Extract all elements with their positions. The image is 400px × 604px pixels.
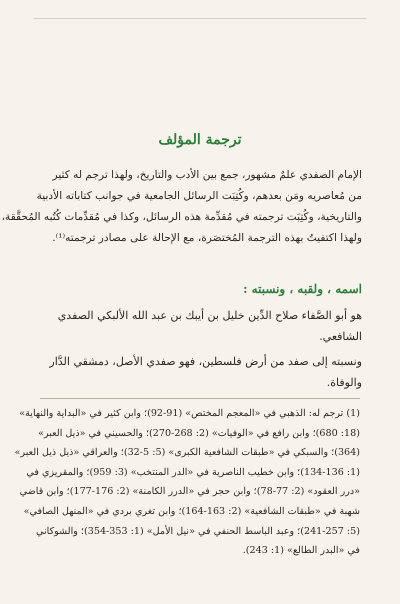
intro-line: ولهذا اكتفيتُ بهذه الترجمة المُختصَرة، مع الإحالة على مصادر ترجمته⁽¹⁾. — [52, 232, 362, 244]
footnote-line: (364)؛ والسبكي في «طبقات الشافعية الكبرى» (5: 5-32)؛ والعراقي «ذيل ذيل العبر» — [14, 447, 360, 459]
header-rule — [34, 18, 366, 19]
footnote-line: «درر العقود» (2: 77-78)؛ وابن حجر في «الدرر الكامنة» (2: 176-177)؛ وابن قاضي — [19, 486, 360, 498]
footnote-line: (1: 134-136)؛ وابن خطيب الناصرية في «الدر المنتخب» (3: 959)؛ والمقريزي في — [26, 466, 360, 478]
section-heading: اسمه ، ولقبه ، ونسبته : — [243, 282, 362, 296]
footnote-line: (18: 680)؛ وابن رافع في «الوفيات» (2: 268-270)؛ والحسيني في «ذيل العبر» — [38, 427, 360, 439]
footnote-rule — [40, 398, 360, 399]
origin-line: والوفاة. — [326, 376, 362, 389]
origin-line: ونسبته إلى صفد من أرض فلسطين، فهو صفدي الأصل، دمشقي الدَّار — [49, 355, 362, 368]
intro-line: من مُعاصريه ومَن بعدهم، وكُتِبَت الرسائل الجامعية في جوانب كتاباته الأدبية — [36, 190, 362, 202]
footnote — [14, 404, 360, 561]
origin-paragraph — [38, 351, 362, 393]
name-line: هو أبو الصَّفاء صلاح الدِّين خليل بن أيبك بن عبد الله الألبكي الصفدي — [57, 309, 362, 322]
intro-paragraph — [1, 165, 362, 249]
page-title: ترجمة المؤلف — [158, 132, 242, 148]
footnote-line: (5: 241-257)؛ وعبد الباسط الحنفي في «نيل الأمل» (1: 353-354)؛ والشوكاني — [35, 525, 360, 537]
intro-line: والتاريخية، وكُتِبَت ترجمته في مُقدِّمة هذه الرسائل، وكذا في مُقدِّمات كُتُبه المُحقَّقة، — [1, 211, 362, 223]
name-line: الشافعي. — [319, 330, 362, 343]
footnote-line: في «البدر الطالع» (1: 243). — [242, 545, 360, 557]
footnote-line: (1) ترجم له: الذهبي في «المعجم المختص» (91-92)؛ وابن كثير في «البداية والنهاية» — [19, 408, 360, 419]
footnote-line: شهبة في «طبقات الشافعية» (2: 163-164)؛ وابن تغري بردي في «المنهل الصافي» — [23, 505, 360, 517]
intro-line: الإمام الصفدي علمٌ مشهور، جمع بين الأدب والتاريخ، ولهذا ترجم له كثير — [52, 169, 362, 181]
name-paragraph — [38, 305, 362, 347]
